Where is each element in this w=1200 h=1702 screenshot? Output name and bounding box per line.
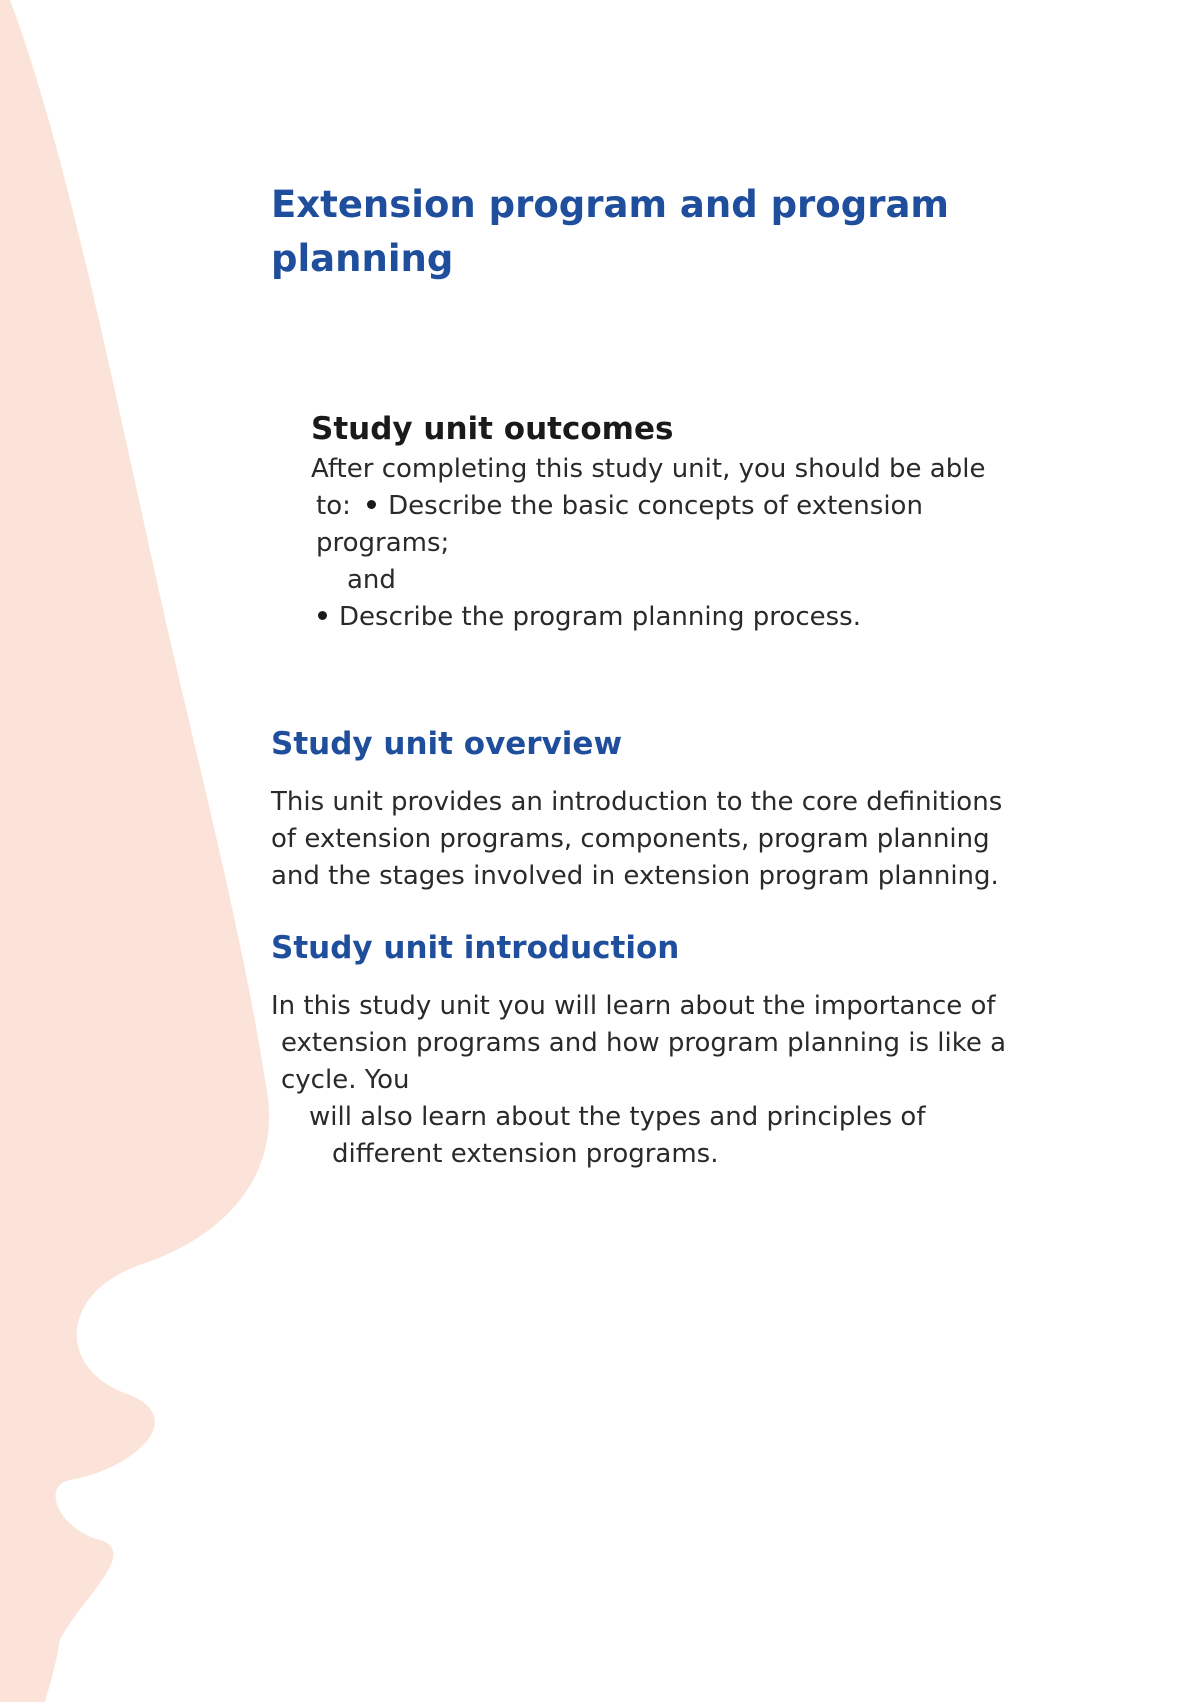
page-title-line-2: planning <box>271 237 454 280</box>
outcomes-line-1: After completing this study unit, you should be able <box>311 454 986 484</box>
outcomes-heading: Study unit outcomes <box>311 411 674 447</box>
outcomes-line-4: and <box>347 565 396 595</box>
peach-wave-shape <box>0 0 269 1702</box>
introduction-heading: Study unit introduction <box>271 930 680 966</box>
introduction-line-2: extension programs and how program planning is like a <box>281 1028 1007 1058</box>
outcomes-item-1: Describe the basic concepts of extension <box>388 491 923 521</box>
page-title <box>271 178 1031 286</box>
introduction-line-1: In this study unit you will learn about the importance of <box>271 991 996 1021</box>
outcomes-line-5 <box>318 599 861 636</box>
outcomes-item-2: Describe the program planning process. <box>339 602 861 632</box>
outcomes-line-2-prefix: to: <box>316 491 351 521</box>
overview-line-1: This unit provides an introduction to the core definitions <box>271 787 1003 817</box>
page-title-line-1: Extension program and program <box>271 183 949 226</box>
bullet-icon <box>318 611 327 620</box>
bullet-icon <box>367 500 376 509</box>
outcomes-line-3: programs; <box>316 528 450 558</box>
overview-heading: Study unit overview <box>271 726 623 762</box>
introduction-line-5: different extension programs. <box>332 1139 719 1169</box>
introduction-line-4: will also learn about the types and principles of <box>309 1102 926 1132</box>
introduction-line-3: cycle. You <box>281 1065 410 1095</box>
outcomes-line-2 <box>316 488 923 525</box>
overview-line-2: of extension programs, components, program planning <box>271 824 990 854</box>
overview-line-3: and the stages involved in extension program planning. <box>271 861 999 891</box>
